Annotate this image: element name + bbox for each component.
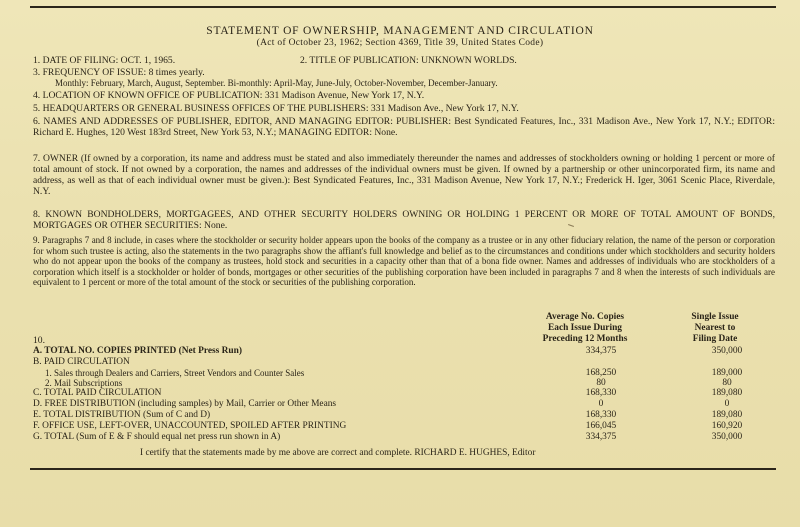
item-bondholders: 8. KNOWN BONDHOLDERS, MORTGAGEES, AND OTHER SECURITY HOLDERS OWNING OR HOLDING 1 PERCENT OR MORE OF TOTAL AMOUNT OF BONDS, MORTGAGES OR OTHER SECURITIES: None. (33, 209, 775, 231)
item-frequency-detail: Monthly: February, March, August, September. Bi-monthly: April-May, June-July, October-November, December-January. (55, 78, 498, 88)
statement-title: STATEMENT OF OWNERSHIP, MANAGEMENT AND CIRCULATION (206, 25, 594, 37)
row-label: D. FREE DISTRIBUTION (including samples) by Mail, Carrier or Other Means (33, 399, 337, 409)
item-10-number: 10. (33, 335, 45, 346)
row-label: C. TOTAL PAID CIRCULATION (33, 388, 162, 398)
row-average: 0 (598, 399, 604, 409)
row-label: 2. Mail Subscriptions (45, 378, 123, 388)
row-single-issue: 189,000 (711, 368, 743, 378)
row-single-issue: 350,000 (711, 432, 743, 442)
row-single-issue: 160,920 (711, 421, 743, 431)
col-header-single-issue (665, 312, 765, 345)
row-average: 80 (596, 378, 606, 388)
row-average: 166,045 (585, 421, 617, 431)
row-label: B. PAID CIRCULATION (33, 357, 130, 367)
table-row (33, 357, 773, 368)
row-average: 334,375 (585, 346, 617, 356)
item-owner: 7. OWNER (If owned by a corporation, its name and address must be stated and also immediately thereunder the names and addresses of stockholders owning or holding 1 percent or more of total amount of stock. If not owned by a corporation, the names and addresses of the individual owners must be given. If owned by a partnership or other unincorporated firm, its name and address, as well as that of each individual owner must be given.): Best Syndicated Features, Inc., 331 Madison Avenue, New York 17, N.Y.; Frederick H. Iger, 3061 Scenic Place, Riverdale, N.Y. (33, 153, 775, 197)
row-average: 334,375 (585, 432, 617, 442)
item-headquarters: 5. HEADQUARTERS OR GENERAL BUSINESS OFFICES OF THE PUBLISHERS: 331 Madison Ave., New York 17, N.Y. (33, 103, 519, 114)
item-paragraph-9: 9. Paragraphs 7 and 8 include, in cases where the stockholder or security holder appears upon the books of the company as a trustee or in any other fiduciary relation, the name of the person or corporation for whom such trustee is acting, also the statements in the two paragraphs show the affiant's full knowledge and belief as to the circumstances and conditions under which stockholders and security holders who do not appear upon the books of the company as trustees, hold stock and securities in a capacity other than that of a bona fide owner. Names and addresses of individuals who are stockholders of a corporation which itself is a stockholder or holder of bonds, mortgages or other securities of the publishing corporation have been included in paragraphs 7 and 8 when the interests of such individuals are equivalent to 1 percent or more of the total amount of the stock or securities of the publishing corporation. (33, 235, 775, 287)
table-row (33, 346, 773, 357)
statement-subtitle: (Act of October 23, 1962; Section 4369, Title 39, United States Code) (256, 38, 544, 48)
row-single-issue: 189,080 (711, 388, 743, 398)
col-header-single-line: Single Issue (691, 312, 739, 322)
table-row (33, 410, 773, 421)
col-header-single-line: Nearest to (694, 323, 736, 333)
col-header-average-line: Preceding 12 Months (542, 334, 628, 344)
item-names-addresses: 6. NAMES AND ADDRESSES OF PUBLISHER, EDITOR, AND MANAGING EDITOR: PUBLISHER: Best Syndicated Features, Inc., 331 Madison Ave., New York 17, N.Y.; EDITOR: Richard E. Hughes, 120 West 183rd Street, New York 53, N.Y.; MANAGING EDITOR: None. (33, 116, 775, 138)
col-header-average-line: Average No. Copies (545, 312, 625, 322)
table-row (33, 399, 773, 410)
top-rule (30, 6, 776, 8)
bottom-rule (30, 468, 776, 470)
table-row (33, 421, 773, 432)
row-average: 168,330 (585, 410, 617, 420)
row-label: 1. Sales through Dealers and Carriers, Street Vendors and Counter Sales (45, 368, 305, 378)
item-office-location: 4. LOCATION OF KNOWN OFFICE OF PUBLICATION: 331 Madison Avenue, New York 17, N.Y. (33, 90, 425, 101)
row-label: E. TOTAL DISTRIBUTION (Sum of C and D) (33, 410, 211, 420)
row-average: 168,250 (585, 368, 617, 378)
col-header-average-line: Each Issue During (548, 323, 622, 333)
row-single-issue: 189,080 (711, 410, 743, 420)
row-label: A. TOTAL NO. COPIES PRINTED (Net Press Run) (33, 346, 242, 356)
row-average: 168,330 (585, 388, 617, 398)
col-header-average (525, 312, 645, 345)
col-header-single-line: Filing Date (692, 334, 738, 344)
row-single-issue: 80 (722, 378, 732, 388)
row-label: F. OFFICE USE, LEFT-OVER, UNACCOUNTED, SPOILED AFTER PRINTING (33, 421, 347, 431)
item-date-of-filing: 1. DATE OF FILING: OCT. 1, 1965. (33, 55, 176, 66)
row-single-issue: 0 (724, 399, 730, 409)
item-frequency: 3. FREQUENCY OF ISSUE: 8 times yearly. (33, 67, 205, 78)
row-label: G. TOTAL (Sum of E & F should equal net press run shown in A) (33, 432, 281, 442)
certification-line: I certify that the statements made by me above are correct and complete. RICHARD E. HUGHES, Editor (140, 448, 536, 458)
table-row (33, 432, 773, 443)
table-row (33, 388, 773, 399)
row-single-issue: 350,000 (711, 346, 743, 356)
item-title-of-publication: 2. TITLE OF PUBLICATION: UNKNOWN WORLDS. (300, 55, 517, 66)
